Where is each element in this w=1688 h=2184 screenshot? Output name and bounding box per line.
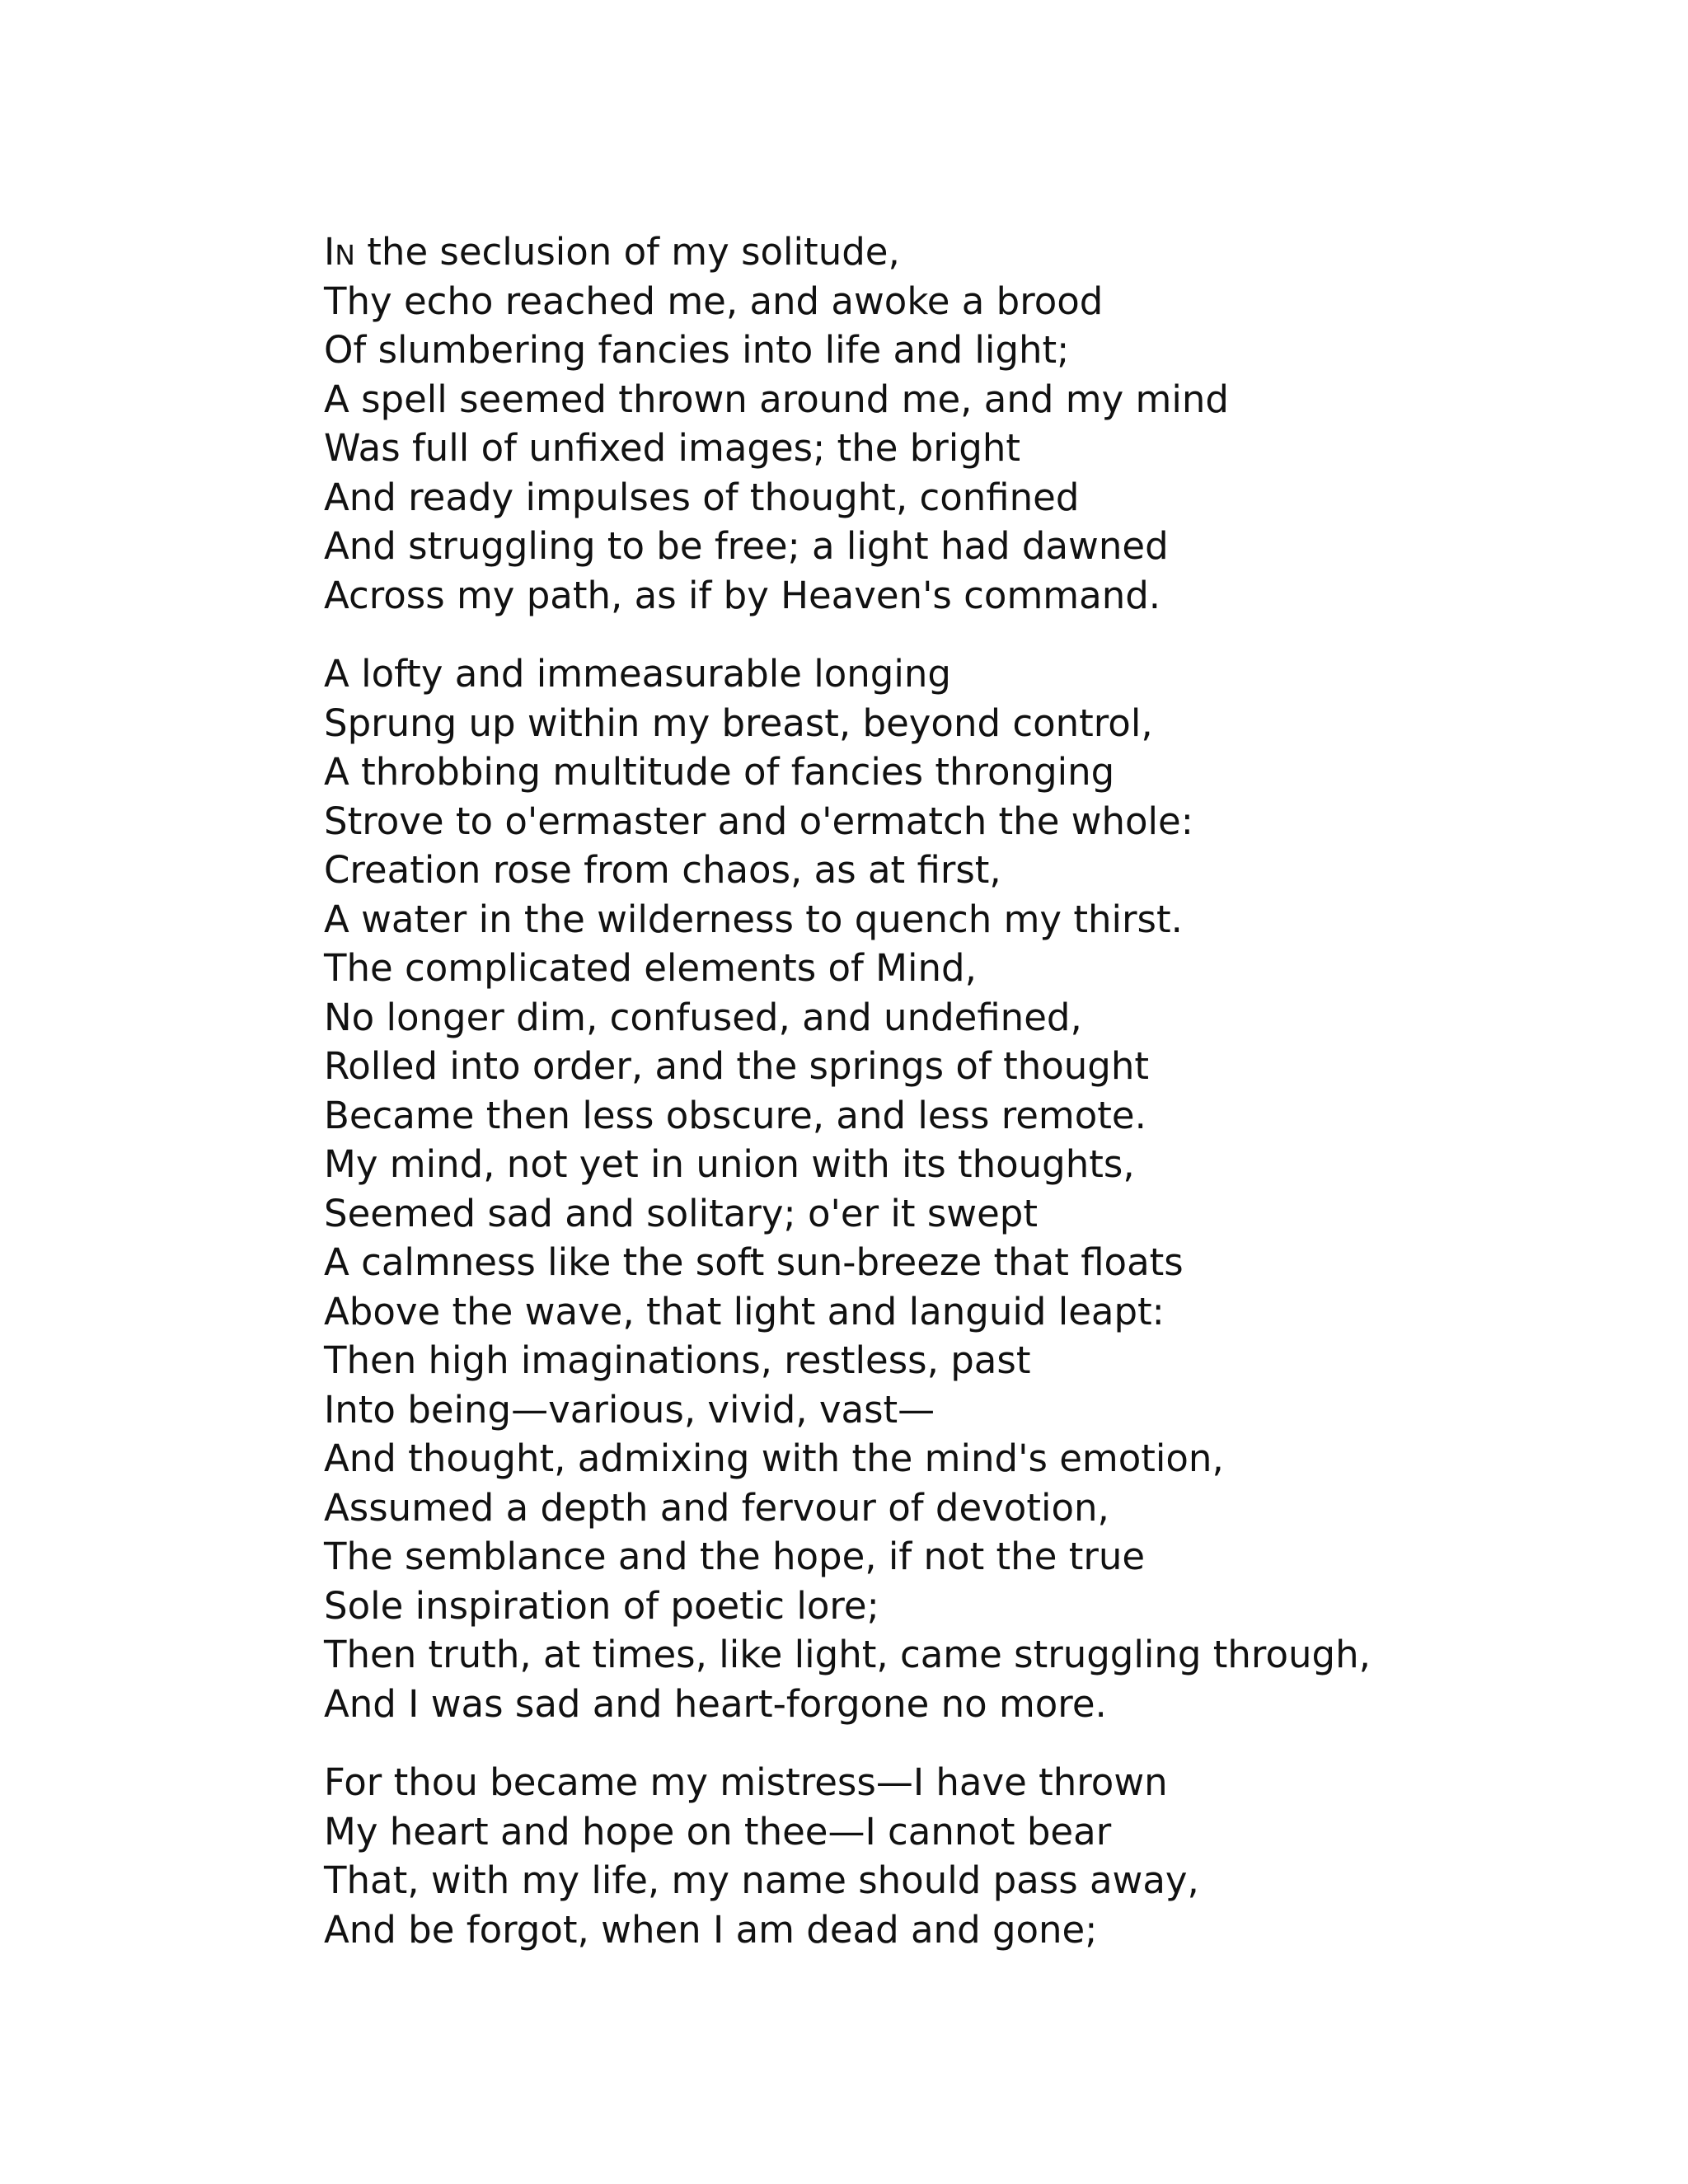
poem-line: Above the wave, that light and languid leapt: bbox=[324, 1289, 1165, 1333]
poem-line: A spell seemed thrown around me, and my mind bbox=[324, 377, 1229, 421]
stanza-1 bbox=[324, 227, 1643, 620]
poem-line: My mind, not yet in union with its thoughts, bbox=[324, 1142, 1135, 1186]
poem-line: Was full of unfixed images; the bright bbox=[324, 426, 1021, 470]
poem-line: Of slumbering fancies into life and light; bbox=[324, 328, 1070, 372]
poem-line: A throbbing multitude of fancies thronging bbox=[324, 750, 1115, 794]
poem-line: And I was sad and heart-forgone no more. bbox=[324, 1681, 1107, 1726]
stanza-2 bbox=[324, 649, 1643, 1728]
poem-line: And be forgot, when I am dead and gone; bbox=[324, 1907, 1098, 1952]
poem-line: A water in the wilderness to quench my thirst. bbox=[324, 897, 1183, 941]
poem-line: Became then less obscure, and less remote. bbox=[324, 1093, 1146, 1137]
poem-line: And struggling to be free; a light had dawned bbox=[324, 524, 1169, 568]
small-cap-letter: N bbox=[335, 239, 355, 271]
poem-line: The complicated elements of Mind, bbox=[324, 946, 977, 990]
poem-line: Sole inspiration of poetic lore; bbox=[324, 1583, 879, 1628]
poem-line: Assumed a depth and fervour of devotion, bbox=[324, 1485, 1109, 1530]
poem-line: My heart and hope on thee—I cannot bear bbox=[324, 1809, 1112, 1854]
drop-initial: I bbox=[324, 230, 335, 274]
poem-line: Rolled into order, and the springs of thought bbox=[324, 1044, 1150, 1088]
poem-line: Across my path, as if by Heaven's command. bbox=[324, 573, 1161, 617]
poem-body bbox=[324, 227, 1643, 1954]
line-text: the seclusion of my solitude, bbox=[354, 230, 900, 274]
poem-line: A calmness like the soft sun-breeze that floats bbox=[324, 1240, 1184, 1284]
poem-line: For thou became my mistress—I have thrown bbox=[324, 1760, 1168, 1804]
poem-line: The semblance and the hope, if not the true bbox=[324, 1535, 1146, 1578]
poem-line: That, with my life, my name should pass away, bbox=[324, 1858, 1199, 1902]
poem-line bbox=[324, 227, 1643, 277]
poem-line: Then high imaginations, restless, past bbox=[324, 1338, 1031, 1382]
poem-line: Then truth, at times, like light, came struggling through, bbox=[324, 1633, 1371, 1676]
poem-line: Creation rose from chaos, as at first, bbox=[324, 848, 1001, 892]
poem-line: And ready impulses of thought, confined bbox=[324, 475, 1080, 519]
poem-line: Sprung up within my breast, beyond control, bbox=[324, 701, 1153, 745]
poem-line: A lofty and immeasurable longing bbox=[324, 652, 951, 696]
poem-line: Into being—various, vivid, vast— bbox=[324, 1387, 935, 1432]
poem-line: Thy echo reached me, and awoke a brood bbox=[324, 279, 1104, 323]
poem-line: Strove to o'ermaster and o'ermatch the whole: bbox=[324, 799, 1193, 843]
stanza-3 bbox=[324, 1758, 1643, 1954]
poem-line: Seemed sad and solitary; o'er it swept bbox=[324, 1191, 1038, 1235]
poem-line: No longer dim, confused, and undefined, bbox=[324, 995, 1082, 1039]
poem-line: And thought, admixing with the mind's emotion, bbox=[324, 1436, 1224, 1480]
